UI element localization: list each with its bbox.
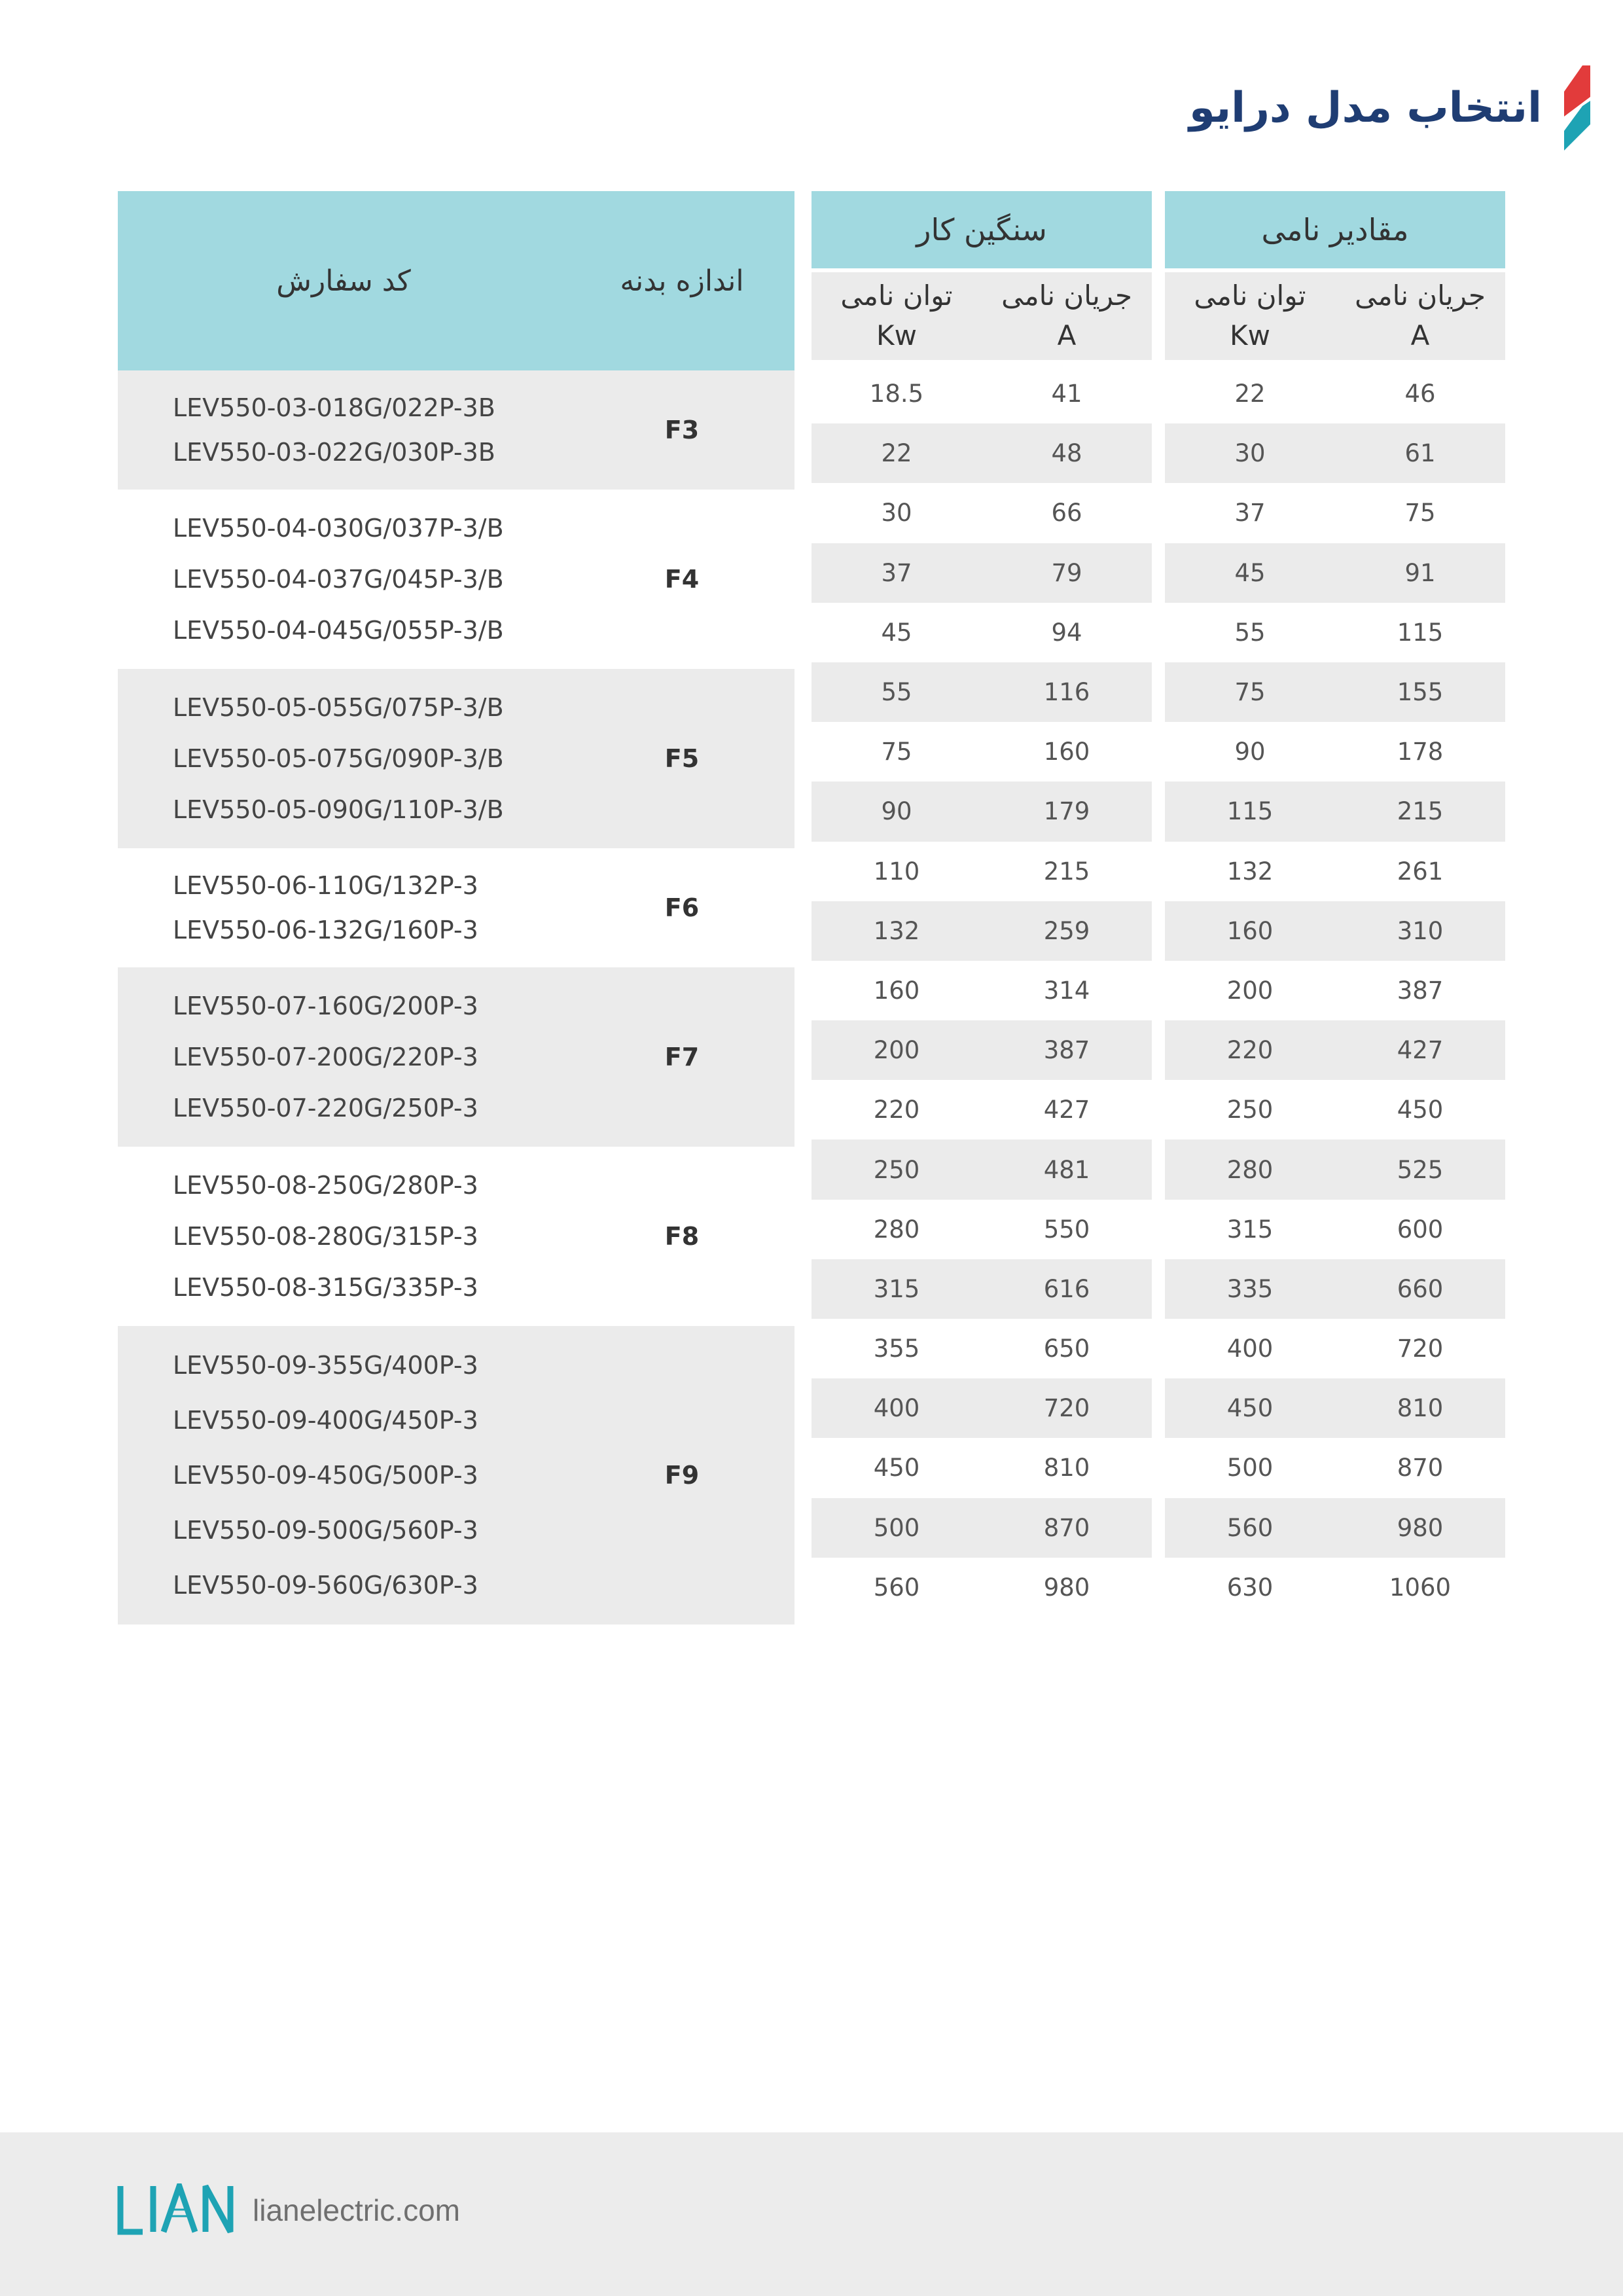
power-cell: 37 [881,558,912,587]
table-row [1165,1378,1505,1438]
power-cell: 500 [1226,1454,1274,1482]
table-row [1165,1498,1505,1558]
power-cell: 160 [1226,916,1274,945]
table-row [1165,1438,1505,1498]
power-cell: 45 [1234,558,1266,587]
current-cell: 310 [1397,916,1444,945]
power-cell: 250 [1226,1096,1274,1124]
current-cell: 810 [1043,1454,1090,1482]
power-cell: 335 [1226,1274,1274,1303]
current-cell: 155 [1397,678,1444,707]
table-row [1165,961,1505,1020]
table-row [1165,603,1505,662]
table-row [1165,842,1505,901]
table-row [1165,1319,1505,1378]
current-cell: 179 [1043,797,1090,826]
current-cell: 481 [1043,1155,1090,1184]
page-title: انتخاب مدل درایو [1188,84,1542,132]
current-cell: 46 [1404,380,1436,408]
table-row [1165,364,1505,423]
current-cell: 215 [1397,797,1444,826]
power-cell: 450 [873,1454,920,1482]
table-row [812,722,1152,781]
power-cell: 220 [1226,1036,1274,1065]
order-code: LEV550-08-315G/335P-3 [173,1273,478,1302]
order-code: LEV550-07-200G/220P-3 [173,1043,478,1071]
power-cell: 90 [1234,738,1266,766]
table-row [812,1558,1152,1617]
frame-size: F4 [664,565,700,594]
current-cell: 427 [1397,1036,1444,1065]
power-cell: 55 [881,678,912,707]
current-cell: 1060 [1389,1573,1452,1602]
order-code: LEV550-09-355G/400P-3 [173,1351,478,1380]
power-cell: 110 [873,857,920,886]
current-cell: 450 [1397,1096,1444,1124]
table-row [812,1139,1152,1199]
frame-group [118,669,794,848]
heavy-duty-table [812,191,1152,1617]
current-cell: 259 [1043,916,1090,945]
page-header [1189,65,1590,151]
heavy-current-label: جریان نامی [1001,279,1132,312]
current-cell: 720 [1043,1394,1090,1423]
order-code: LEV550-03-018G/022P-3B [173,393,495,422]
order-code: LEV550-07-160G/200P-3 [173,992,478,1020]
heavy-duty-header: سنگین کار [812,191,1152,268]
power-cell: 400 [1226,1335,1274,1363]
order-code: LEV550-05-075G/090P-3/B [173,744,504,773]
current-cell: 870 [1043,1513,1090,1542]
table-row [812,603,1152,662]
frame-size: F7 [664,1043,700,1071]
power-cell: 90 [881,797,912,826]
power-cell: 220 [873,1096,920,1124]
order-code: LEV550-06-110G/132P-3 [173,871,478,900]
current-cell: 115 [1397,618,1444,647]
frame-size: F5 [664,744,700,773]
heavy-current-col-header [982,272,1152,360]
frame-group [118,370,794,490]
nominal-values-table [1165,191,1505,1617]
current-cell: 525 [1397,1155,1444,1184]
table-row [812,1498,1152,1558]
nominal-power-col-header [1165,272,1335,360]
header-frame-size: اندازه بدنه [620,264,744,298]
power-cell: 500 [873,1513,920,1542]
nominal-current-label: جریان نامی [1355,279,1486,312]
current-cell: 75 [1404,499,1436,528]
power-cell: 160 [873,976,920,1005]
table-row [812,1438,1152,1498]
frame-group [118,1147,794,1326]
current-cell: 178 [1397,738,1444,766]
power-cell: 560 [1226,1513,1274,1542]
order-code-table [118,191,794,1624]
current-cell: 261 [1397,857,1444,886]
power-cell: 200 [1226,976,1274,1005]
frame-group [118,848,794,967]
table-row [1165,901,1505,961]
power-cell: 22 [881,439,912,468]
table-row [812,662,1152,722]
power-cell: 630 [1226,1573,1274,1602]
order-code: LEV550-08-280G/315P-3 [173,1222,478,1251]
power-cell: 30 [1234,439,1266,468]
power-cell: 200 [873,1036,920,1065]
order-code: LEV550-07-220G/250P-3 [173,1094,478,1122]
table-row [812,1259,1152,1319]
current-cell: 810 [1397,1394,1444,1423]
heavy-power-col-header [812,272,982,360]
brand-mark-icon [1556,65,1590,151]
table-row [1165,781,1505,841]
table-row [812,543,1152,603]
header-order-code: کد سفارش [276,264,411,298]
current-cell: 160 [1043,738,1090,766]
power-cell: 250 [873,1155,920,1184]
power-cell: 75 [881,738,912,766]
table-row [812,364,1152,423]
power-cell: 30 [881,499,912,528]
current-cell: 314 [1043,976,1090,1005]
order-code: LEV550-09-450G/500P-3 [173,1461,478,1490]
power-cell: 132 [873,916,920,945]
current-cell: 41 [1051,380,1082,408]
table-row [812,781,1152,841]
current-cell: 387 [1043,1036,1090,1065]
current-cell: 980 [1043,1573,1090,1602]
nominal-power-unit: Kw [1230,319,1270,351]
current-cell: 980 [1397,1513,1444,1542]
current-cell: 94 [1051,618,1082,647]
order-code-table-header [118,191,794,370]
table-row [812,483,1152,543]
table-row [1165,1139,1505,1199]
heavy-duty-subheader [812,272,1152,360]
order-code-list [173,370,495,490]
power-cell: 45 [881,618,912,647]
power-cell: 115 [1226,797,1274,826]
power-cell: 355 [873,1335,920,1363]
frame-group [118,490,794,669]
frame-group [118,967,794,1147]
order-code-list [173,848,478,967]
frame-size: F8 [664,1222,700,1251]
power-cell: 75 [1234,678,1266,707]
order-code: LEV550-09-400G/450P-3 [173,1406,478,1435]
power-cell: 400 [873,1394,920,1423]
nominal-current-unit: A [1410,319,1430,351]
power-cell: 315 [1226,1215,1274,1244]
power-cell: 55 [1234,618,1266,647]
nominal-subheader [1165,272,1505,360]
power-cell: 280 [1226,1155,1274,1184]
power-cell: 18.5 [869,380,924,408]
page-footer [0,2132,1623,2296]
table-row [1165,423,1505,483]
table-row [1165,483,1505,543]
current-cell: 48 [1051,439,1082,468]
current-cell: 61 [1404,439,1436,468]
order-code-list [173,669,504,848]
order-code: LEV550-03-022G/030P-3B [173,438,495,467]
power-cell: 22 [1234,380,1266,408]
power-cell: 280 [873,1215,920,1244]
nominal-header: مقادیر نامی [1165,191,1505,268]
nominal-power-label: توان نامی [1194,279,1306,312]
current-cell: 79 [1051,558,1082,587]
order-code: LEV550-08-250G/280P-3 [173,1171,478,1200]
order-code: LEV550-04-045G/055P-3/B [173,616,504,645]
nominal-current-col-header [1335,272,1505,360]
current-cell: 650 [1043,1335,1090,1363]
lian-logo-icon [116,2183,237,2236]
power-cell: 450 [1226,1394,1274,1423]
current-cell: 660 [1397,1274,1444,1303]
power-cell: 315 [873,1274,920,1303]
frame-size: F6 [664,893,700,922]
power-cell: 560 [873,1573,920,1602]
current-cell: 550 [1043,1215,1090,1244]
order-code: LEV550-04-037G/045P-3/B [173,565,504,594]
order-code-list [173,490,504,669]
table-row [1165,1080,1505,1139]
power-cell: 132 [1226,857,1274,886]
table-row [812,423,1152,483]
order-code: LEV550-05-055G/075P-3/B [173,693,504,722]
order-code: LEV550-05-090G/110P-3/B [173,795,504,824]
frame-group [118,1326,794,1624]
table-row [1165,1259,1505,1319]
current-cell: 427 [1043,1096,1090,1124]
table-row [1165,1200,1505,1259]
current-cell: 720 [1397,1335,1444,1363]
table-row [812,842,1152,901]
table-row [812,1200,1152,1259]
table-row [812,901,1152,961]
order-code: LEV550-04-030G/037P-3/B [173,514,504,543]
table-row [812,1020,1152,1080]
order-code-list [173,967,478,1147]
current-cell: 600 [1397,1215,1444,1244]
heavy-power-label: توان نامی [840,279,953,312]
frame-size: F3 [664,416,700,444]
table-row [1165,662,1505,722]
order-code-list [173,1326,478,1624]
heavy-current-unit: A [1057,319,1077,351]
table-row [812,1319,1152,1378]
current-cell: 116 [1043,678,1090,707]
current-cell: 870 [1397,1454,1444,1482]
table-row [1165,543,1505,603]
table-row [1165,1558,1505,1617]
power-cell: 37 [1234,499,1266,528]
table-row [1165,1020,1505,1080]
current-cell: 91 [1404,558,1436,587]
current-cell: 215 [1043,857,1090,886]
order-code: LEV550-09-560G/630P-3 [173,1571,478,1600]
order-code: LEV550-06-132G/160P-3 [173,916,478,944]
frame-size: F9 [664,1461,700,1490]
current-cell: 616 [1043,1274,1090,1303]
heavy-power-unit: Kw [876,319,917,351]
order-code: LEV550-09-500G/560P-3 [173,1516,478,1545]
table-row [812,1080,1152,1139]
table-row [812,1378,1152,1438]
table-row [812,961,1152,1020]
current-cell: 387 [1397,976,1444,1005]
current-cell: 66 [1051,499,1082,528]
table-row [1165,722,1505,781]
order-code-list [173,1147,478,1326]
website-link[interactable]: lianelectric.com [253,2193,460,2227]
